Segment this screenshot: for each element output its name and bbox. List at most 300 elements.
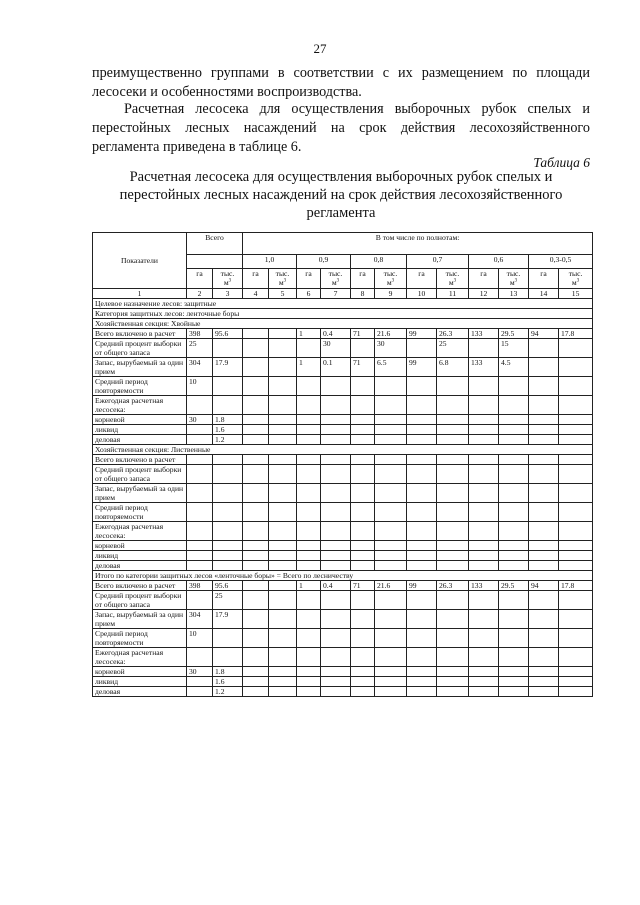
table-cell (351, 484, 375, 503)
table-cell (437, 465, 469, 484)
table-cell: 25 (187, 339, 213, 358)
table-cell (469, 667, 499, 677)
table-cell (499, 551, 529, 561)
unit-thous: тыс. (506, 269, 521, 278)
table-cell (243, 610, 269, 629)
table-cell (321, 484, 351, 503)
table-cell (297, 435, 321, 445)
row-label: Средний период повторяемости (93, 503, 187, 522)
row-label: корневой (93, 415, 187, 425)
table-cell (187, 503, 213, 522)
table-cell (351, 677, 375, 687)
table-cell (407, 687, 437, 697)
table-cell (559, 484, 593, 503)
table-cell (297, 687, 321, 697)
table-cell: 94 (529, 581, 559, 591)
table-cell (187, 455, 213, 465)
table-cell (351, 465, 375, 484)
table-cell (269, 561, 297, 571)
header-density: 0,7 (407, 255, 469, 269)
table-cell (351, 541, 375, 551)
column-number: 11 (437, 289, 469, 299)
table-row (93, 339, 593, 358)
table-cell (407, 377, 437, 396)
table-cell (269, 648, 297, 667)
unit-thous-m3: тыс. $м^3$ (375, 269, 407, 289)
table-cell (321, 551, 351, 561)
table-cell (559, 629, 593, 648)
table-cell: 21.6 (375, 329, 407, 339)
column-number: 2 (187, 289, 213, 299)
table-cell (559, 415, 593, 425)
table-cell (559, 677, 593, 687)
row-label: Ежегодная расчетная лесосека: (93, 396, 187, 415)
table-cell (437, 677, 469, 687)
header-total: Всего (187, 233, 243, 255)
table-cell (243, 329, 269, 339)
table-cell: 1.8 (213, 667, 243, 677)
unit-ha: га (529, 269, 559, 289)
section-total: Итого по категории защитных лесов «ленточные боры» = Всего по лесничеству (93, 571, 593, 581)
table-cell (499, 629, 529, 648)
table-cell (297, 415, 321, 425)
unit-ha: га (243, 269, 269, 289)
table-cell (529, 551, 559, 561)
section-purpose: Целевое назначение лесов: защитные (93, 299, 593, 309)
table-cell (321, 425, 351, 435)
table-row (93, 648, 593, 667)
column-number: 3 (213, 289, 243, 299)
header-density: 0,8 (351, 255, 407, 269)
table-cell (529, 610, 559, 629)
table-row (93, 396, 593, 415)
table-cell (437, 455, 469, 465)
table-cell (243, 677, 269, 687)
table-cell: 133 (469, 358, 499, 377)
table-cell (559, 591, 593, 610)
table-cell (243, 503, 269, 522)
table-cell (375, 629, 407, 648)
table-cell: 10 (187, 629, 213, 648)
table-cell (269, 377, 297, 396)
table-cell (559, 541, 593, 551)
table-cell (375, 648, 407, 667)
table-cell (213, 541, 243, 551)
table-cell: 99 (407, 358, 437, 377)
table-cell (437, 503, 469, 522)
header-total-spacer (187, 255, 243, 269)
unit-ha: га (351, 269, 375, 289)
table-cell: 0.4 (321, 581, 351, 591)
table-cell (187, 541, 213, 551)
table-cell (243, 541, 269, 551)
table-row (93, 677, 593, 687)
table-cell (407, 465, 437, 484)
table-cell: 10 (187, 377, 213, 396)
table-cell (559, 358, 593, 377)
table-cell (529, 541, 559, 551)
table-cell (321, 503, 351, 522)
table-cell (529, 629, 559, 648)
table-cell: 30 (321, 339, 351, 358)
table-cell (559, 396, 593, 415)
table-cell (407, 648, 437, 667)
table-cell (407, 667, 437, 677)
table-cell (559, 610, 593, 629)
table-cell (351, 425, 375, 435)
table-cell (269, 425, 297, 435)
table-cell (187, 591, 213, 610)
table-cell (407, 629, 437, 648)
table-cell: 30 (375, 339, 407, 358)
column-number: 5 (269, 289, 297, 299)
unit-thous: тыс. (445, 269, 460, 278)
table-cell (297, 377, 321, 396)
table-cell (321, 415, 351, 425)
table-cell (437, 629, 469, 648)
table-cell: 1.8 (213, 415, 243, 425)
table-cell: 71 (351, 358, 375, 377)
table-cell (469, 522, 499, 541)
table-cell (243, 648, 269, 667)
table-cell (437, 541, 469, 551)
table-cell (469, 339, 499, 358)
table-cell (437, 522, 469, 541)
table-cell (297, 425, 321, 435)
unit-thous: тыс. (275, 269, 290, 278)
row-label: Запас, вырубаемый за один прием (93, 484, 187, 503)
table-cell (321, 561, 351, 571)
table-cell (407, 551, 437, 561)
table-cell (437, 648, 469, 667)
table-cell (213, 551, 243, 561)
table-cell (529, 377, 559, 396)
table-row (93, 522, 593, 541)
table-cell (437, 415, 469, 425)
table-cell: 71 (351, 329, 375, 339)
table-cell (351, 610, 375, 629)
paragraph-2: Расчетная лесосека для осуществления выборочных рубок спелых и перестойных лесных насаждений на срок действия лесохозяйственного регламента приведена в таблице 6. (92, 101, 590, 155)
unit-m3: м (331, 278, 337, 287)
table-cell (407, 435, 437, 445)
table-cell (297, 561, 321, 571)
table-row (93, 455, 593, 465)
table-cell: 1.6 (213, 677, 243, 687)
table-cell (407, 522, 437, 541)
unit-thous: тыс. (568, 269, 583, 278)
table-cell (243, 455, 269, 465)
table-cell (529, 465, 559, 484)
table-cell (269, 358, 297, 377)
table-cell (469, 541, 499, 551)
table-cell (469, 610, 499, 629)
table-cell: 26.3 (437, 329, 469, 339)
table-cell (469, 629, 499, 648)
table-cell: 25 (437, 339, 469, 358)
unit-m3: м (223, 278, 229, 287)
table-cell (437, 435, 469, 445)
section-deciduous: Хозяйственная секция: Лиственные (93, 445, 593, 455)
table-cell (407, 541, 437, 551)
table-cell (351, 435, 375, 445)
table-cell (469, 455, 499, 465)
table-cell (559, 377, 593, 396)
table-cell (499, 377, 529, 396)
table-cell (529, 591, 559, 610)
table-cell (437, 377, 469, 396)
table-cell: 99 (407, 581, 437, 591)
table-cell (529, 396, 559, 415)
table-cell (243, 551, 269, 561)
table-cell (351, 503, 375, 522)
table-cell (243, 339, 269, 358)
table-cell (351, 415, 375, 425)
table-cell (351, 339, 375, 358)
table-cell (351, 455, 375, 465)
table-cell (499, 455, 529, 465)
table-cell: 17.8 (559, 329, 593, 339)
column-number: 7 (321, 289, 351, 299)
forest-cutting-table (92, 232, 593, 697)
table-cell (437, 667, 469, 677)
table-cell (321, 610, 351, 629)
table-cell (269, 339, 297, 358)
table-cell: 25 (213, 591, 243, 610)
table-cell (351, 551, 375, 561)
unit-ha: га (469, 269, 499, 289)
unit-thous-m3: тыс. $м^3$ (559, 269, 593, 289)
table-cell (269, 591, 297, 610)
table-cell (375, 425, 407, 435)
table-row (93, 377, 593, 396)
unit-m3: м (386, 278, 392, 287)
table-cell (351, 591, 375, 610)
table-cell (269, 687, 297, 697)
row-label: ликвид (93, 677, 187, 687)
table-cell (269, 465, 297, 484)
table-cell (321, 591, 351, 610)
table-cell (351, 648, 375, 667)
table-cell: 4.5 (499, 358, 529, 377)
table-cell (351, 687, 375, 697)
table-cell (297, 629, 321, 648)
table-cell (499, 484, 529, 503)
table-cell (375, 610, 407, 629)
table-row (93, 358, 593, 377)
row-label: Всего включено в расчет (93, 581, 187, 591)
column-number: 4 (243, 289, 269, 299)
table-cell (297, 591, 321, 610)
table-cell (499, 425, 529, 435)
table-cell (375, 677, 407, 687)
table-row (93, 551, 593, 561)
table-cell (269, 610, 297, 629)
table-cell (187, 561, 213, 571)
section-conifer: Хозяйственная секция: Хвойные (93, 319, 593, 329)
table-cell (213, 339, 243, 358)
table-cell: 95.6 (213, 581, 243, 591)
table-row (93, 503, 593, 522)
column-number: 14 (529, 289, 559, 299)
table-cell (529, 415, 559, 425)
table-cell (351, 522, 375, 541)
table-cell (529, 425, 559, 435)
table-cell (469, 503, 499, 522)
row-label: Средний период повторяемости (93, 629, 187, 648)
table-cell (243, 358, 269, 377)
table-cell (469, 648, 499, 667)
table-cell: 30 (187, 667, 213, 677)
row-label: Средний процент выборки от общего запаса (93, 339, 187, 358)
table-cell (559, 687, 593, 697)
table-cell (297, 465, 321, 484)
table-cell (559, 561, 593, 571)
table-cell (375, 541, 407, 551)
table-cell (375, 551, 407, 561)
table-cell (187, 522, 213, 541)
table-cell (499, 687, 529, 697)
table-cell (375, 455, 407, 465)
table-cell: 29.5 (499, 329, 529, 339)
header-by-density: В том числе по полнотам: (243, 233, 593, 255)
unit-ha: га (187, 269, 213, 289)
table-cell (529, 484, 559, 503)
table-cell: 94 (529, 329, 559, 339)
table-cell (437, 561, 469, 571)
table-cell (269, 581, 297, 591)
table-cell (213, 396, 243, 415)
table-cell (269, 503, 297, 522)
row-label: корневой (93, 667, 187, 677)
paragraph-1: преимущественно группами в соответствии с их размещением по площади лесосеки и особенностями воспроизводства. (92, 65, 590, 100)
column-number: 10 (407, 289, 437, 299)
table-row (93, 415, 593, 425)
table-cell (269, 667, 297, 677)
table-cell (375, 435, 407, 445)
table-cell (321, 667, 351, 677)
row-label: деловая (93, 561, 187, 571)
table-cell (351, 667, 375, 677)
row-label: деловая (93, 435, 187, 445)
table-row (93, 581, 593, 591)
table-cell (243, 561, 269, 571)
row-label: Средний процент выборки от общего запаса (93, 591, 187, 610)
table-cell (469, 396, 499, 415)
table-cell: 133 (469, 581, 499, 591)
table-cell (375, 415, 407, 425)
table-cell (407, 591, 437, 610)
table-row (93, 425, 593, 435)
table-cell (187, 648, 213, 667)
table-cell: 1.2 (213, 435, 243, 445)
table-cell: 95.6 (213, 329, 243, 339)
row-label: Ежегодная расчетная лесосека: (93, 648, 187, 667)
table-row (93, 687, 593, 697)
unit-thous-m3: тыс. $м^3$ (321, 269, 351, 289)
table-cell (407, 484, 437, 503)
row-label: Запас, вырубаемый за один прием (93, 610, 187, 629)
table-cell (375, 484, 407, 503)
table-cell (559, 667, 593, 677)
table-cell (243, 581, 269, 591)
table-cell (321, 648, 351, 667)
table-cell (297, 541, 321, 551)
table-cell: 17.9 (213, 358, 243, 377)
unit-m3: м (571, 278, 577, 287)
table-cell (559, 503, 593, 522)
table-cell (407, 677, 437, 687)
table-cell (243, 667, 269, 677)
table-cell (469, 561, 499, 571)
table-cell: 1 (297, 581, 321, 591)
table-cell (269, 396, 297, 415)
table-cell (243, 415, 269, 425)
table-cell (297, 503, 321, 522)
unit-ha: га (297, 269, 321, 289)
table-cell (269, 435, 297, 445)
table-cell (559, 648, 593, 667)
header-density: 1,0 (243, 255, 297, 269)
table-cell (321, 541, 351, 551)
table-cell (321, 465, 351, 484)
table-cell (529, 358, 559, 377)
table-cell (437, 687, 469, 697)
table-cell (321, 455, 351, 465)
table-cell (269, 629, 297, 648)
table-row (93, 541, 593, 551)
table-cell (499, 465, 529, 484)
table-cell (375, 591, 407, 610)
row-label: Всего включено в расчет (93, 329, 187, 339)
table-cell (375, 396, 407, 415)
table-cell (407, 415, 437, 425)
unit-m3: м (509, 278, 515, 287)
table-cell (187, 551, 213, 561)
table-cell (529, 339, 559, 358)
table-cell (375, 667, 407, 677)
unit-thous: тыс. (383, 269, 398, 278)
table-cell (269, 541, 297, 551)
header-density: 0,9 (297, 255, 351, 269)
table-cell (469, 465, 499, 484)
table-row (93, 329, 593, 339)
table-cell (529, 677, 559, 687)
table-cell (187, 465, 213, 484)
unit-thous: тыс. (220, 269, 235, 278)
table-cell: 1 (297, 358, 321, 377)
table-cell: 398 (187, 581, 213, 591)
row-label: ликвид (93, 425, 187, 435)
table-cell (437, 551, 469, 561)
table-cell (243, 591, 269, 610)
table-cell (529, 503, 559, 522)
table-cell (499, 522, 529, 541)
table-cell (351, 561, 375, 571)
table-cell (559, 455, 593, 465)
table-cell (529, 648, 559, 667)
table-cell: 133 (469, 329, 499, 339)
row-label: Запас, вырубаемый за один прием (93, 358, 187, 377)
unit-ha: га (407, 269, 437, 289)
column-number: 6 (297, 289, 321, 299)
table-cell (213, 522, 243, 541)
column-number: 9 (375, 289, 407, 299)
table-cell: 1.2 (213, 687, 243, 697)
table-cell: 304 (187, 358, 213, 377)
page-number: 27 (313, 41, 327, 56)
table-cell (529, 667, 559, 677)
table-cell (407, 425, 437, 435)
